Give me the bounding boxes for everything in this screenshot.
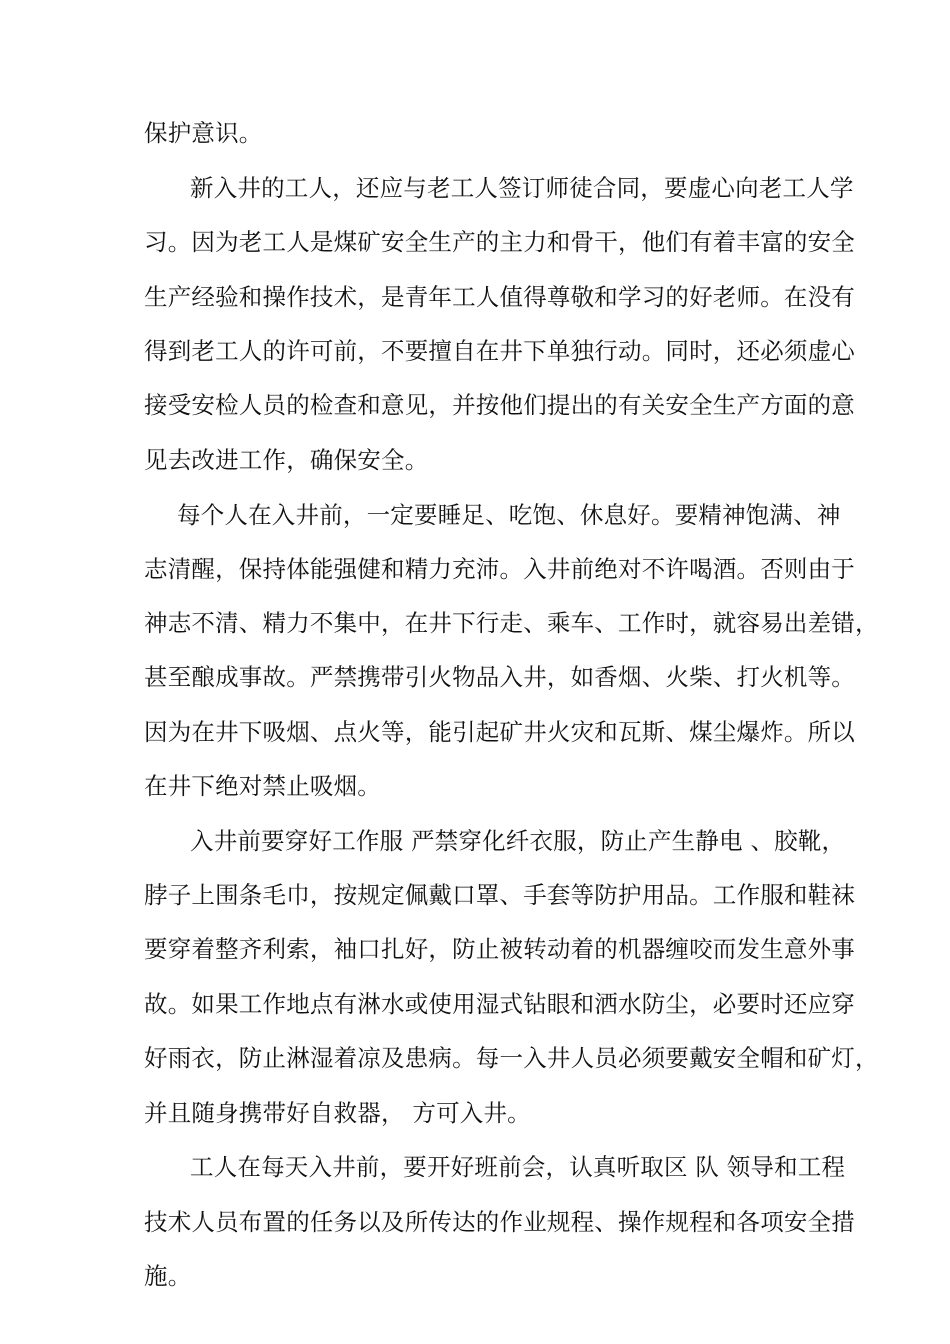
text-line: 得到老工人的许可前，不要擅自在井下单独行动。同时，还必须虚心	[144, 337, 855, 365]
text-line: 故。如果工作地点有淋水或使用湿式钻眼和洒水防尘，必要时还应穿	[144, 990, 855, 1018]
text-line: 技术人员布置的任务以及所传达的作业规程、操作规程和各项安全措	[144, 1208, 855, 1236]
text-line: 保护意识。	[144, 119, 263, 147]
text-line: 并且随身携带好自救器， 方可入井。	[144, 1099, 531, 1127]
paragraph-first-line: 每个人在入井前，一定要睡足、吃饱、休息好。要精神饱满、神	[177, 501, 841, 529]
text-line: 志清醒，保持体能强健和精力充沛。入井前绝对不许喝酒。否则由于	[144, 555, 855, 583]
text-line: 见去改进工作，确保安全。	[144, 446, 429, 474]
text-line: 要穿着整齐利索，袖口扎好，防止被转动着的机器缠咬而发生意外事	[144, 935, 855, 963]
paragraph-first-line: 工人在每天入井前，要开好班前会，认真听取区 队 领导和工程	[190, 1153, 846, 1181]
text-line: 习。因为老工人是煤矿安全生产的主力和骨干，他们有着丰富的安全	[144, 228, 855, 256]
text-line: 脖子上围条毛巾，按规定佩戴口罩、手套等防护用品。工作服和鞋袜	[144, 881, 855, 909]
text-line: 在井下绝对禁止吸烟。	[144, 772, 381, 800]
text-line: 生产经验和操作技术，是青年工人值得尊敬和学习的好老师。在没有	[144, 283, 855, 311]
text-line: 神志不清、精力不集中，在井下行走、乘车、工作时，就容易出差错，	[144, 609, 879, 637]
text-line: 甚至酿成事故。严禁携带引火物品入井，如香烟、火柴、打火机等。	[144, 663, 855, 691]
paragraph-first-line: 新入井的工人，还应与老工人签订师徒合同，要虚心向老工人学	[190, 174, 854, 202]
text-line: 接受安检人员的检查和意见，并按他们提出的有关安全生产方面的意	[144, 391, 855, 419]
text-line: 施。	[144, 1262, 192, 1290]
paragraph-first-line: 入井前要穿好工作服 严禁穿化纤衣服，防止产生静电 、胶靴，	[190, 827, 846, 855]
text-line: 好雨衣，防止淋湿着凉及患病。每一入井人员必须要戴安全帽和矿灯，	[144, 1044, 879, 1072]
text-line: 因为在井下吸烟、点火等，能引起矿井火灾和瓦斯、煤尘爆炸。所以	[144, 718, 855, 746]
